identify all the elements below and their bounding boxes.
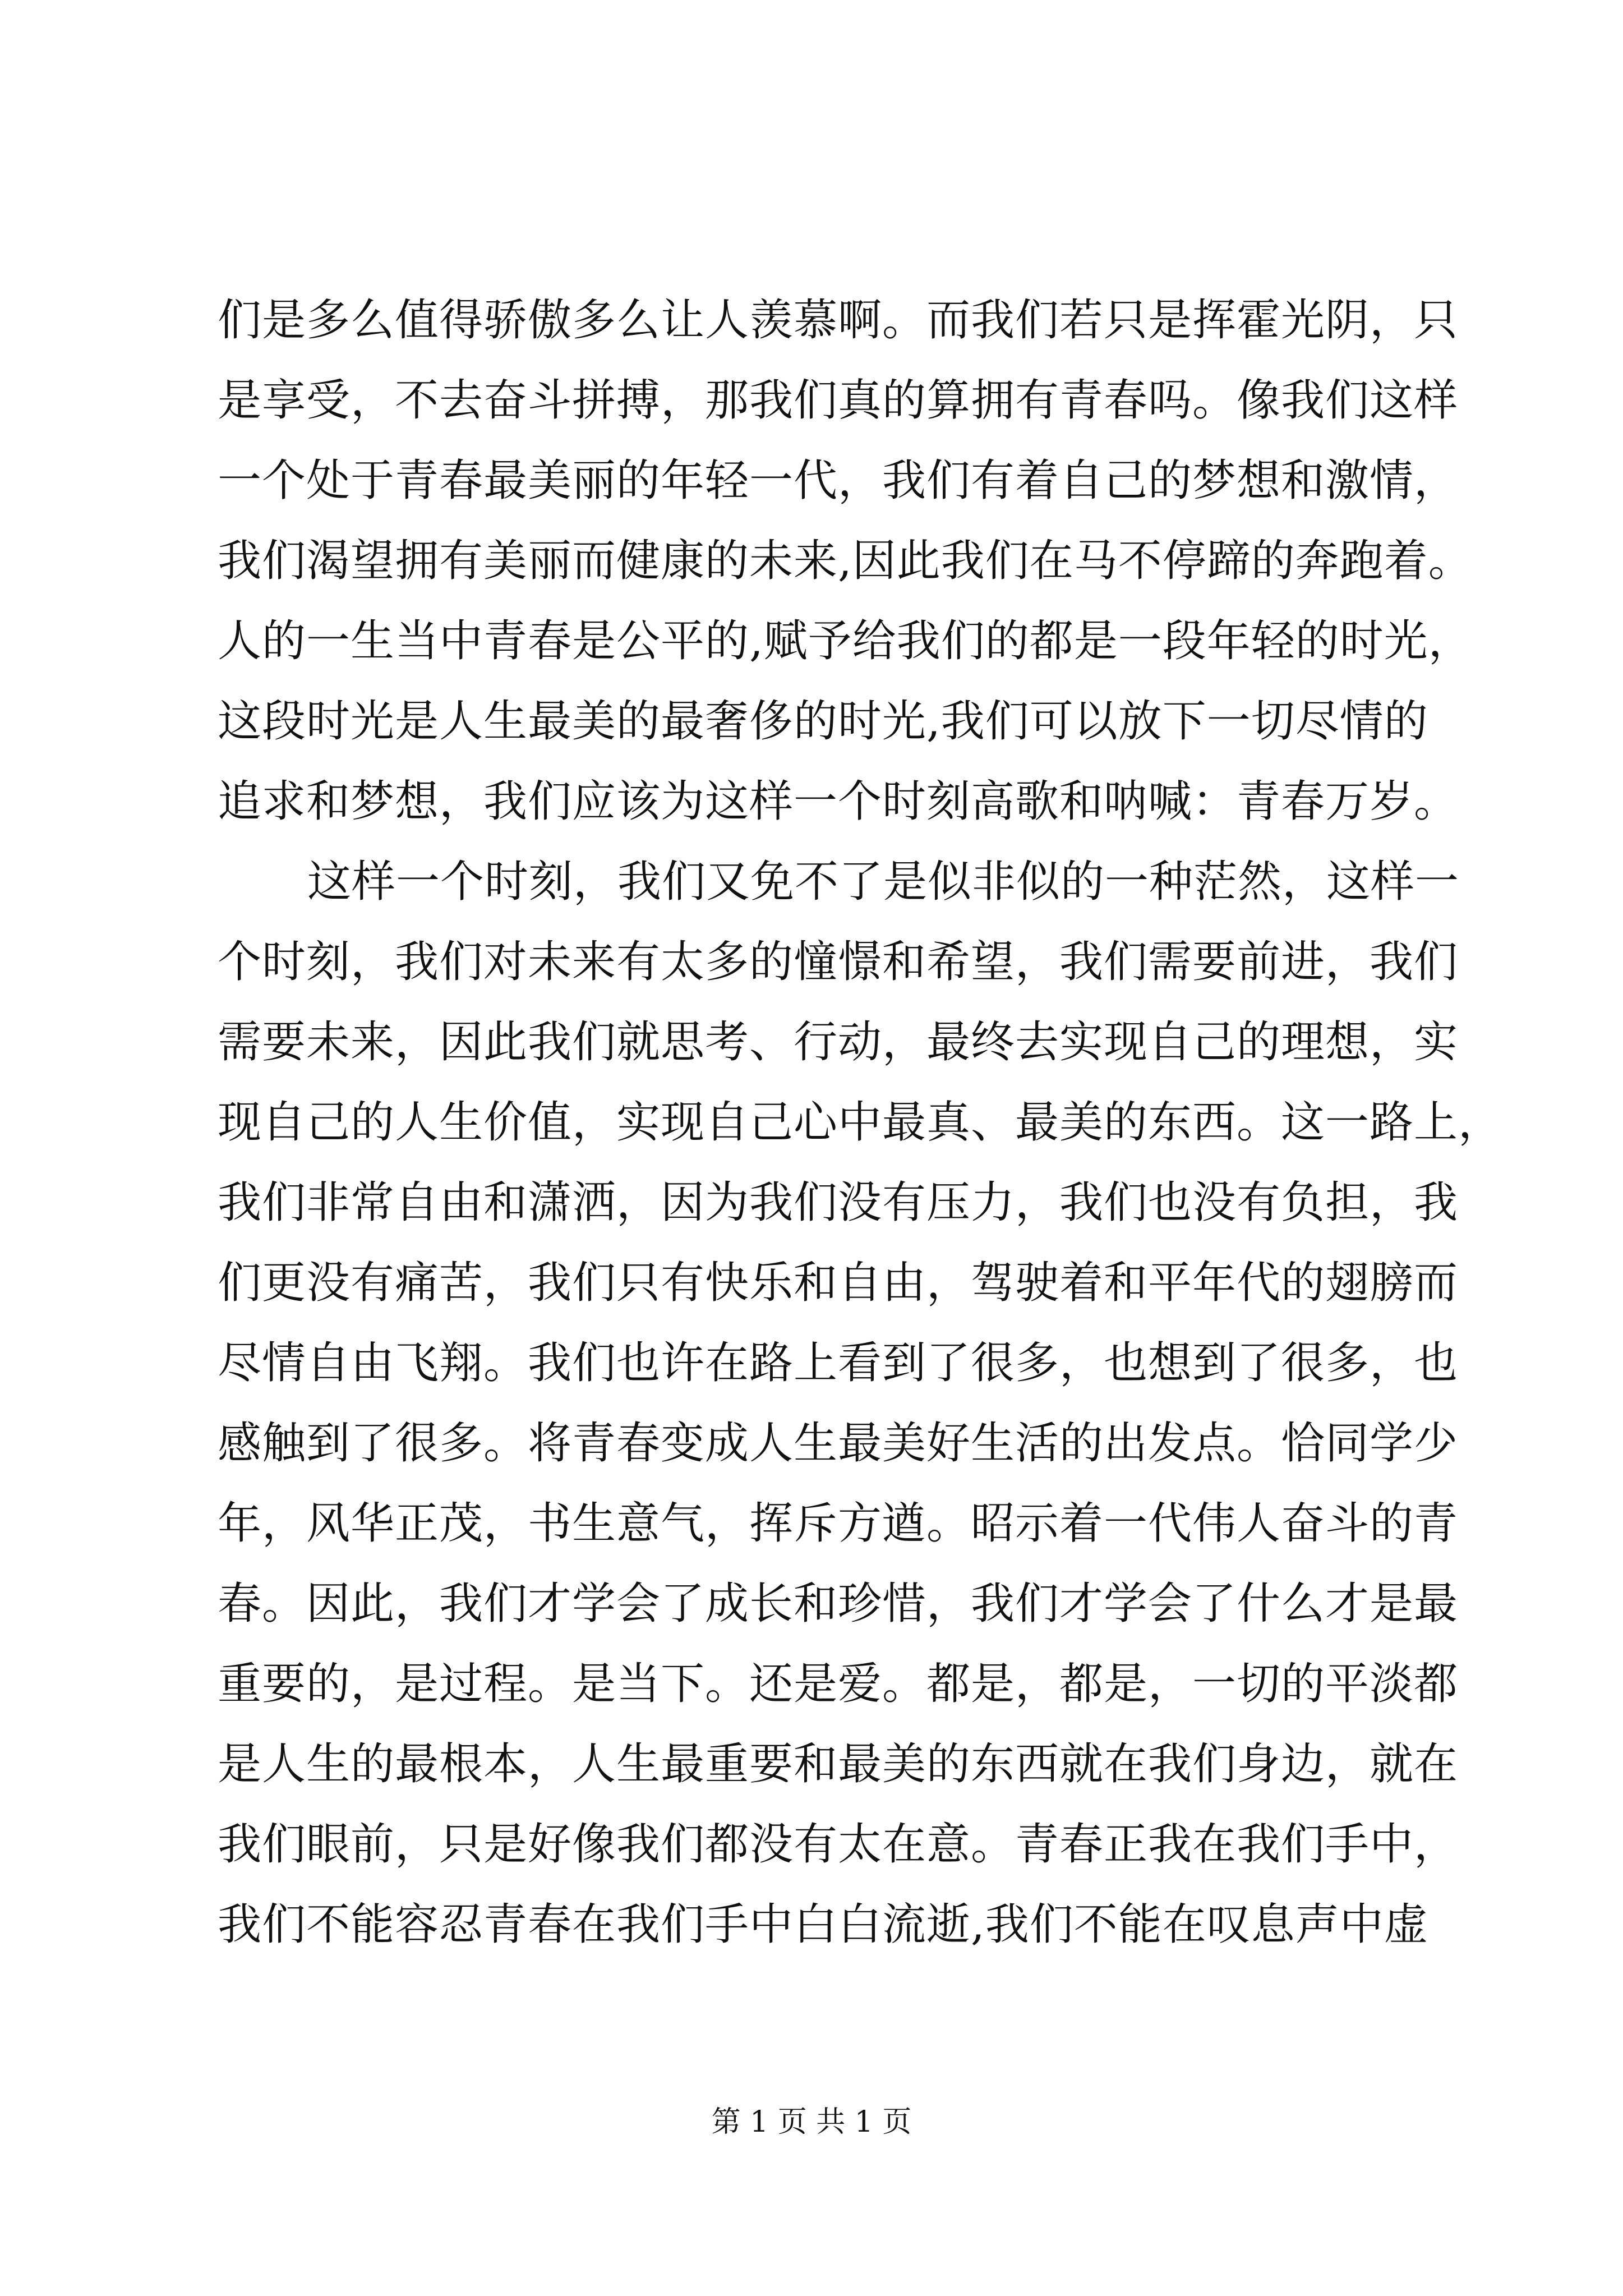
text-line: 尽情自由飞翔。我们也许在路上看到了很多，也想到了很多，也 (218, 1338, 1459, 1388)
text-line: 这样一个时刻，我们又免不了是似非似的一种茫然，这样一 (307, 857, 1460, 907)
body-text (218, 280, 1503, 1965)
text-line: 我们非常自由和潇洒，因为我们没有压力，我们也没有负担，我 (218, 1177, 1459, 1228)
text-line: 我们眼前，只是好像我们都没有太在意。青春正我在我们手中， (218, 1819, 1459, 1870)
text-line: 个时刻，我们对未来有太多的憧憬和希望，我们需要前进，我们 (218, 937, 1459, 987)
text-line: 人的一生当中青春是公平的,赋予给我们的都是一段年轻的时光， (218, 616, 1473, 666)
paragraph-1 (218, 280, 1473, 842)
text-line: 我们渴望拥有美丽而健康的未来,因此我们在马不停蹄的奔跑着。 (218, 536, 1473, 586)
text-line: 们是多么值得骄傲多么让人羡慕啊。而我们若只是挥霍光阴，只 (218, 295, 1459, 346)
text-line: 年，风华正茂，书生意气，挥斥方遒。昭示着一代伟人奋斗的青 (218, 1498, 1459, 1549)
text-line: 需要未来，因此我们就思考、行动，最终去实现自己的理想，实 (218, 1017, 1459, 1068)
text-line: 们更没有痛苦，我们只有快乐和自由，驾驶着和平年代的翅膀而 (218, 1258, 1459, 1308)
page-number-footer: 第 1 页 共 1 页 (711, 2105, 912, 2139)
text-line: 这段时光是人生最美的最奢侈的时光,我们可以放下一切尽情的 (218, 696, 1428, 747)
text-line: 一个处于青春最美丽的年轻一代，我们有着自己的梦想和激情， (218, 455, 1459, 506)
text-line: 春。因此，我们才学会了成长和珍惜，我们才学会了什么才是最 (218, 1579, 1459, 1629)
text-line: 感触到了很多。将青春变成人生最美好生活的出发点。恰同学少 (218, 1418, 1459, 1469)
text-line: 是享受，不去奋斗拼搏，那我们真的算拥有青春吗。像我们这样 (218, 375, 1459, 426)
text-line: 是人生的最根本，人生最重要和最美的东西就在我们身边，就在 (218, 1739, 1459, 1789)
paragraph-2 (218, 842, 1503, 1965)
text-line: 我们不能容忍青春在我们手中白白流逝,我们不能在叹息声中虚 (218, 1899, 1428, 1950)
text-line: 追求和梦想，我们应该为这样一个时刻高歌和呐喊：青春万岁。 (218, 776, 1459, 827)
text-line: 重要的，是过程。是当下。还是爱。都是，都是，一切的平淡都 (218, 1659, 1459, 1709)
text-line: 现自己的人生价值，实现自己心中最真、最美的东西。这一路上， (218, 1097, 1503, 1148)
